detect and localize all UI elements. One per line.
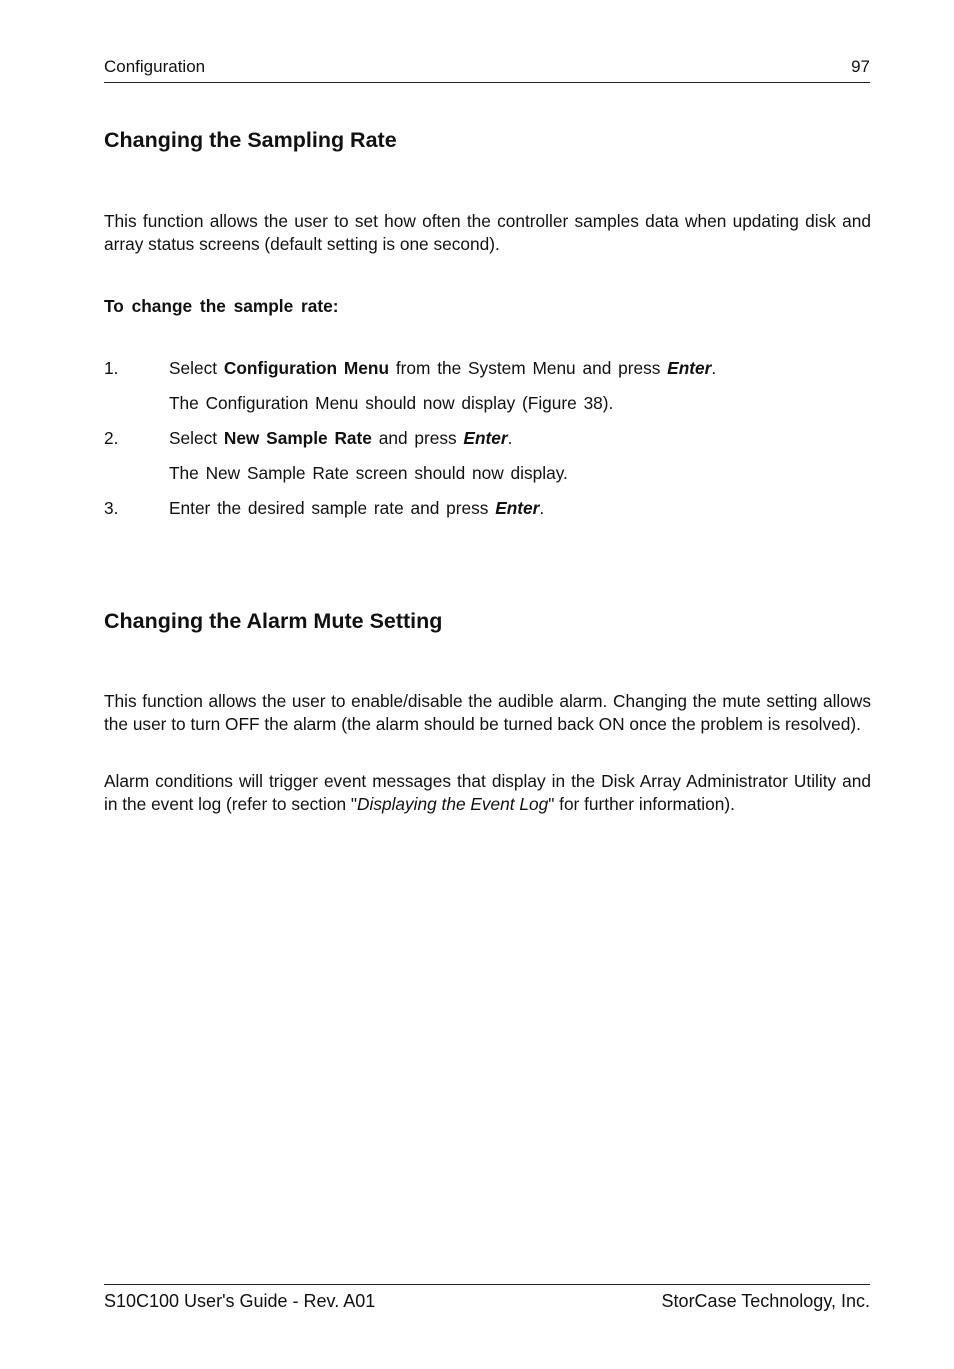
sampling-rate-intro: This function allows the user to set how often the controller samples data when updating disk and array status screens (default setting is one second). bbox=[104, 211, 871, 254]
step-3-text: Enter the desired sample rate and press Enter. bbox=[169, 498, 545, 518]
step-1-number: 1. bbox=[104, 358, 119, 378]
footer-rule bbox=[104, 1284, 870, 1285]
cross-reference: Displaying the Event Log bbox=[357, 793, 549, 814]
step-2-number: 2. bbox=[104, 428, 119, 448]
enter-key: Enter bbox=[667, 358, 712, 378]
running-header-section: Configuration bbox=[104, 57, 206, 76]
step-2-text: Select New Sample Rate and press Enter. bbox=[169, 428, 513, 448]
enter-key: Enter bbox=[495, 498, 540, 518]
header-rule bbox=[104, 82, 870, 83]
enter-key: Enter bbox=[463, 428, 508, 448]
menu-name-configuration: Configuration Menu bbox=[223, 358, 390, 378]
alarm-mute-paragraph-1: This function allows the user to enable/disable the audible alarm. Changing the mute setting allows the user to turn OFF the alarm (the alarm should be turned back ON once the problem is resolved). bbox=[104, 691, 871, 734]
footer-document-title: S10C100 User's Guide - Rev. A01 bbox=[104, 1291, 376, 1311]
step-2-note: The New Sample Rate screen should now display. bbox=[169, 463, 568, 483]
step-1-note: The Configuration Menu should now display (Figure 38). bbox=[169, 393, 614, 413]
menu-name-new-sample-rate: New Sample Rate bbox=[223, 428, 372, 448]
alarm-mute-paragraph-2: Alarm conditions will trigger event messages that display in the Disk Array Administrator Utility and in the event log (refer to section "Displaying the Event Log" for further information). bbox=[104, 771, 871, 814]
section-title-sampling-rate: Changing the Sampling Rate bbox=[104, 128, 397, 152]
footer-company: StorCase Technology, Inc. bbox=[661, 1291, 870, 1311]
section-title-alarm-mute: Changing the Alarm Mute Setting bbox=[104, 609, 443, 633]
step-3-number: 3. bbox=[104, 498, 119, 518]
step-1-text: Select Configuration Menu from the System Menu and press Enter. bbox=[169, 358, 717, 378]
procedure-heading: To change the sample rate: bbox=[104, 296, 339, 316]
page-number: 97 bbox=[851, 57, 870, 76]
